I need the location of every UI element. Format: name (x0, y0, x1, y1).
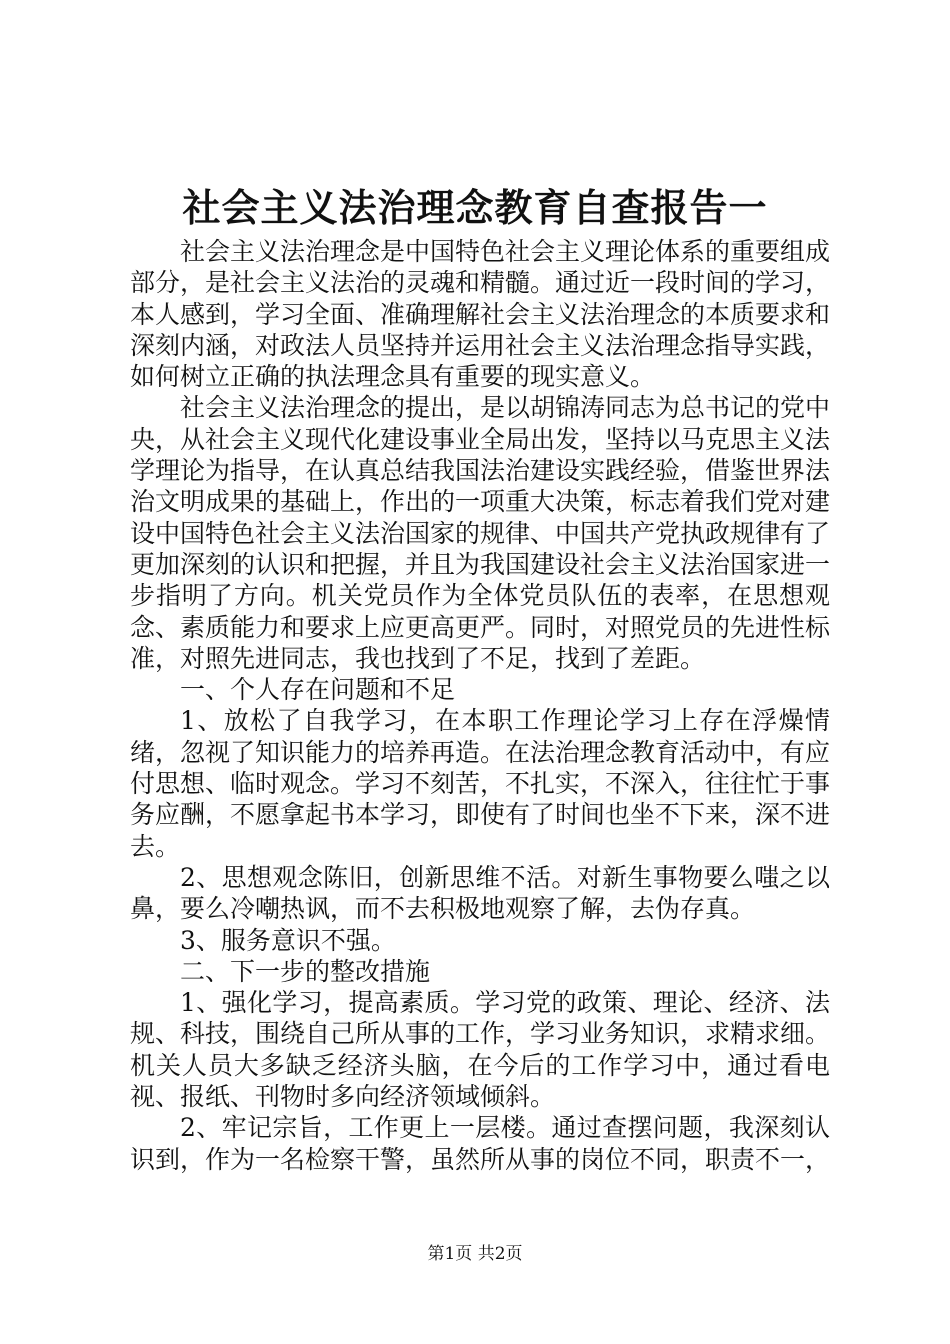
section-heading-measures: 二、下一步的整改措施 (180, 956, 431, 986)
paragraph-measure-1: 1、强化学习，提高素质。学习党的政策、理论、经济、法规、科技，围绕自己所从事的工作，学习业务知识，求精求细。机关人员大多缺乏经济头脑，在今后的工作学习中，通过看电视、报纸、刊物时多向经济领域倾斜。 (130, 988, 831, 1112)
paragraph-measure-2: 2、牢记宗旨，工作更上一层楼。通过查摆问题，我深刻认识到，作为一名检察干警，虽然所从事的岗位不同，职责不一， (130, 1113, 831, 1174)
document-body (130, 236, 830, 1175)
paragraph-intro: 社会主义法治理念是中国特色社会主义理论体系的重要组成部分，是社会主义法治的灵魂和精髓。通过近一段时间的学习，本人感到，学习全面、准确理解社会主义法治理念的本质要求和深刻内涵，对政法人员坚持并运用社会主义法治理念指导实践，如何树立正确的执法理念具有重要的现实意义。 (130, 237, 831, 392)
paragraph-background: 社会主义法治理念的提出，是以胡锦涛同志为总书记的党中央，从社会主义现代化建设事业全局出发，坚持以马克思主义法学理论为指导，在认真总结我国法治建设实践经验，借鉴世界法治文明成果的基础上，作出的一项重大决策，标志着我们党对建设中国特色社会主义法治国家的规律、中国共产党执政规律有了更加深刻的认识和把握，并且为我国建设社会主义法治国家进一步指明了方向。机关党员作为全体党员队伍的表率，在思想观念、素质能力和要求上应更高更严。同时，对照党员的先进性标准，对照先进同志，我也找到了不足，找到了差距。 (130, 393, 831, 673)
document-title: 社会主义法治理念教育自查报告一 (182, 185, 768, 230)
section-heading-problems: 一、个人存在问题和不足 (180, 675, 456, 705)
paragraph-problem-3: 3、服务意识不强。 (180, 925, 396, 955)
paragraph-problem-1: 1、放松了自我学习，在本职工作理论学习上存在浮燥情绪，忽视了知识能力的培养再造。在法治理念教育活动中，有应付思想、临时观念。学习不刻苦，不扎实，不深入，往往忙于事务应酬，不愿拿起书本学习，即使有了时间也坐不下来，深不进去。 (130, 706, 831, 861)
page-footer: 第1页 共2页 (427, 1244, 523, 1264)
paragraph-problem-2: 2、思想观念陈旧，创新思维不活。对新生事物要么嗤之以鼻，要么冷嘲热讽，而不去积极地观察了解，去伪存真。 (130, 862, 830, 924)
